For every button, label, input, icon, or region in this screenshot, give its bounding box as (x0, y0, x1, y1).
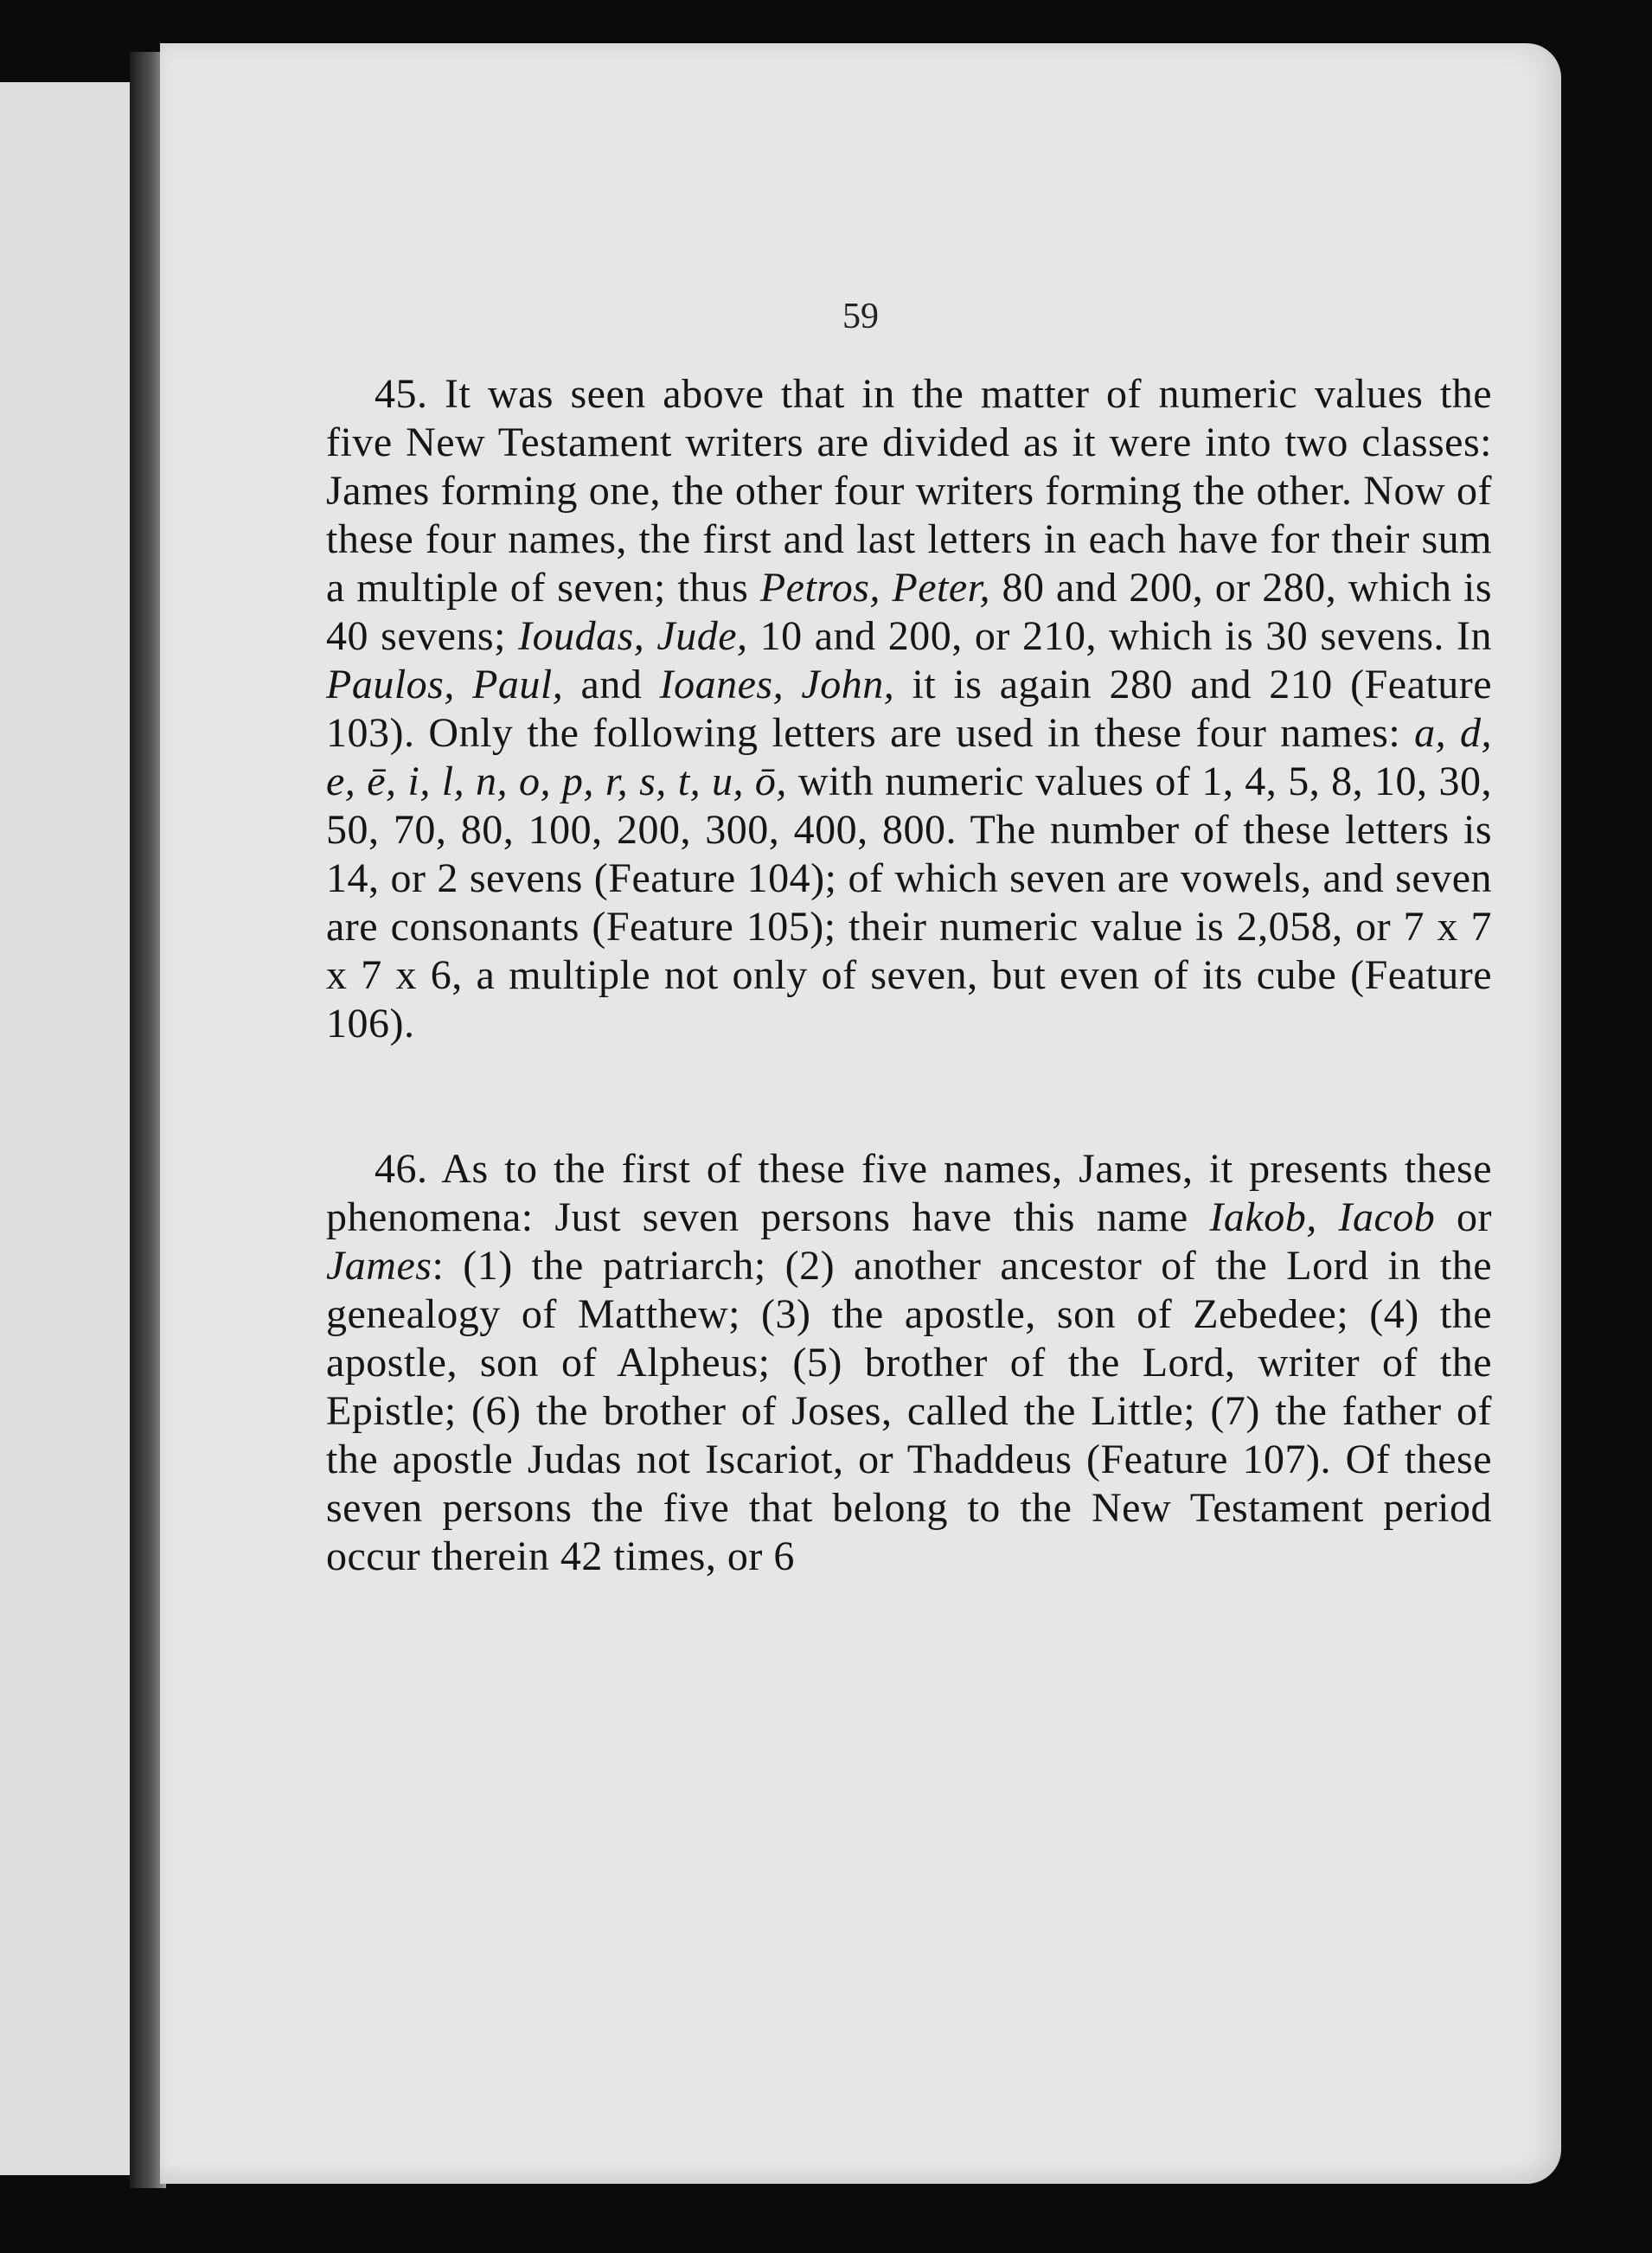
text-segment: : (1) the patriarch; (2) another ancestor of the Lord in the genealogy of Matthew; (3) the apostle, son of Zebedee; (4) the apostle, son of Alpheus; (5) brother of the Lord, writer of the Epistle; (6) the brother of Joses, called the Little; (7) the father of the apostle Judas not Iscariot, or Thaddeus (Feature 107). Of these seven persons the five that belong to the New Testament period occur therein 42 times, or 6 (326, 1243, 1492, 1579)
text-segment: 46. As to the first of these five names, James, it presents these phenomena: Just seven persons have this name (326, 1146, 1492, 1240)
text-segment: or (1435, 1194, 1493, 1240)
text-segment-italic: Paulos, Paul, (326, 662, 564, 707)
book-page (160, 43, 1561, 2184)
text-segment-italic: Ioanes, John, (659, 662, 895, 707)
text-segment: 10 and 200, or 210, which is 30 sevens. In (747, 613, 1492, 659)
text-segment-italic: Iakob, Iacob (1209, 1194, 1436, 1240)
text-segment-italic: James (326, 1243, 432, 1289)
text-block (326, 370, 1492, 1581)
text-segment: and (563, 662, 660, 707)
text-segment-italic: Ioudas, Jude, (518, 613, 748, 659)
paragraph-45 (326, 370, 1492, 1048)
text-segment: with numeric values of 1, 4, 5, 8, 10, 30, 50, 70, 80, 100, 200, 300, 400, 800. The number of these letters is 14, or 2 sevens (Feature 104); of which seven are vowels, and seven are consonants (Feature 105); their numeric value is 2,058, or 7 x 7 x 7 x 6, a multiple not only of seven, but even of its cube (Feature 106). (326, 758, 1492, 1046)
text-segment-italic: Petros, Peter, (759, 565, 990, 611)
paragraph-46 (326, 1145, 1492, 1581)
text-segment: it is again 280 and 210 (Feature 103). Only the following letters are used in these four names: (326, 662, 1492, 756)
text-segment: 80 and 200, or 280, which is 40 sevens; (326, 565, 1492, 659)
text-segment: 45. It was seen above that in the matter of numeric values the five New Testament writers are divided as it were into two classes: James forming one, the other four writers forming the other. Now of these four names, the first and last letters in each have for their sum a multiple of seven; thus (326, 371, 1492, 611)
page-number: 59 (842, 297, 879, 336)
text-segment-italic: a, d, e, ē, i, l, n, o, p, r, s, t, u, ō, (326, 710, 1493, 804)
left-page-edge (0, 82, 130, 2175)
